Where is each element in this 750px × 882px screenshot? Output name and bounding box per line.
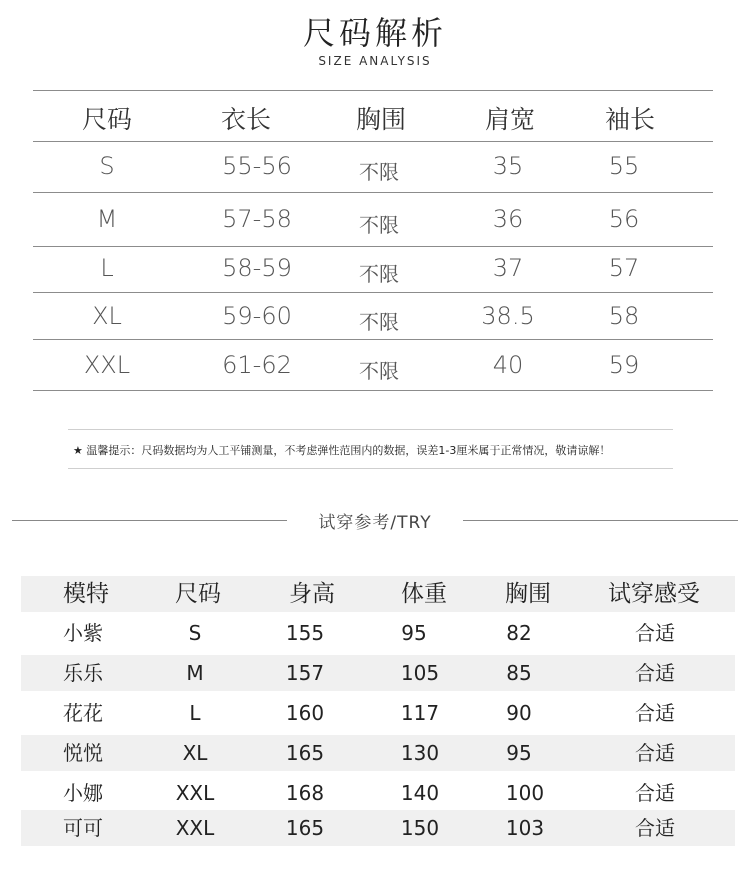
table-divider [33, 192, 713, 193]
table-cell: S [99, 152, 115, 180]
note-divider [68, 429, 673, 430]
table-cell: 小紫 [63, 621, 103, 645]
note-divider [68, 468, 673, 469]
table-cell: XXL [175, 781, 215, 805]
table-row [21, 615, 735, 651]
table-cell: XL [92, 302, 122, 330]
column-header-weight: 体重 [401, 581, 447, 607]
table-cell: 悦悦 [63, 741, 103, 765]
column-header-bust: 胸围 [505, 581, 551, 607]
table-cell: 合适 [635, 701, 675, 725]
try-section-title: 试穿参考/TRY [318, 513, 432, 533]
table-cell: 56 [608, 205, 640, 233]
table-cell: 140 [400, 781, 440, 805]
table-cell: 168 [285, 781, 325, 805]
table-cell: 150 [400, 816, 440, 840]
table-row [21, 775, 735, 811]
table-cell: 不限 [359, 160, 399, 184]
table-cell: 不限 [359, 262, 399, 286]
column-header-model: 模特 [63, 581, 109, 607]
table-cell: 57 [608, 254, 640, 282]
table-row [21, 735, 735, 771]
table-cell: S [188, 621, 202, 645]
table-cell: 36 [492, 205, 524, 233]
table-cell: 59-60 [222, 302, 292, 330]
table-cell: 157 [285, 661, 325, 685]
table-cell: 100 [505, 781, 545, 805]
table-cell: 花花 [63, 701, 103, 725]
table-cell: 不限 [359, 359, 399, 383]
size-note: ★ 温馨提示：尺码数据均为人工平铺测量，不考虑弹性范围内的数据，误差1-3厘米属于正常情况，敬请谅解！ [73, 444, 611, 457]
table-row [21, 655, 735, 691]
table-cell: 95 [506, 741, 532, 765]
table-cell: 不限 [359, 310, 399, 334]
column-header-size: 尺码 [81, 105, 133, 134]
table-header-row [21, 576, 735, 612]
table-cell: XXL [175, 816, 215, 840]
table-cell: 小娜 [63, 781, 103, 805]
table-cell: XXL [83, 351, 131, 379]
table-divider [33, 292, 713, 293]
table-cell: 可可 [63, 816, 103, 840]
table-cell: 55-56 [222, 152, 292, 180]
table-cell: 105 [400, 661, 440, 685]
table-cell: 合适 [635, 816, 675, 840]
page-title: 尺码解析 [302, 14, 447, 52]
table-cell: 合适 [635, 741, 675, 765]
page-subtitle: SIZE ANALYSIS [318, 54, 432, 68]
section-divider [463, 520, 738, 521]
table-divider [33, 141, 713, 142]
table-cell: 37 [492, 254, 524, 282]
table-cell: 61-62 [222, 351, 292, 379]
table-cell: 合适 [635, 661, 675, 685]
table-divider [33, 390, 713, 391]
column-header-sleeve: 袖长 [604, 105, 656, 134]
column-header-height: 身高 [289, 581, 335, 607]
table-cell: 40 [492, 351, 524, 379]
table-cell: 117 [400, 701, 440, 725]
table-cell: M [186, 661, 204, 685]
table-cell: M [96, 205, 118, 233]
table-cell: 59 [608, 351, 640, 379]
column-header-bust: 胸围 [355, 105, 407, 134]
table-cell: 130 [400, 741, 440, 765]
table-cell: L [100, 254, 114, 282]
table-cell: 95 [401, 621, 427, 645]
table-row [21, 810, 735, 846]
table-cell: 合适 [635, 621, 675, 645]
table-cell: 35 [492, 152, 524, 180]
table-cell: 165 [285, 816, 325, 840]
table-cell: 58-59 [222, 254, 292, 282]
table-row [21, 695, 735, 731]
table-cell: 155 [285, 621, 325, 645]
table-cell: 58 [608, 302, 640, 330]
table-cell: 合适 [635, 781, 675, 805]
table-cell: 55 [608, 152, 640, 180]
table-cell: 85 [506, 661, 532, 685]
column-header-length: 衣长 [220, 105, 272, 134]
table-cell: 乐乐 [63, 661, 103, 685]
table-divider [33, 339, 713, 340]
column-header-size: 尺码 [175, 581, 221, 607]
table-divider [33, 246, 713, 247]
table-cell: 103 [505, 816, 545, 840]
table-cell: 38.5 [481, 302, 535, 330]
column-header-shoulder: 肩宽 [484, 105, 536, 134]
table-divider [33, 90, 713, 91]
column-header-feeling: 试穿感受 [608, 581, 700, 607]
table-cell: 90 [506, 701, 532, 725]
table-cell: 57-58 [222, 205, 292, 233]
table-cell: 165 [285, 741, 325, 765]
table-cell: XL [182, 741, 208, 765]
table-cell: 82 [506, 621, 532, 645]
table-cell: L [189, 701, 201, 725]
table-cell: 不限 [359, 213, 399, 237]
table-cell: 160 [285, 701, 325, 725]
